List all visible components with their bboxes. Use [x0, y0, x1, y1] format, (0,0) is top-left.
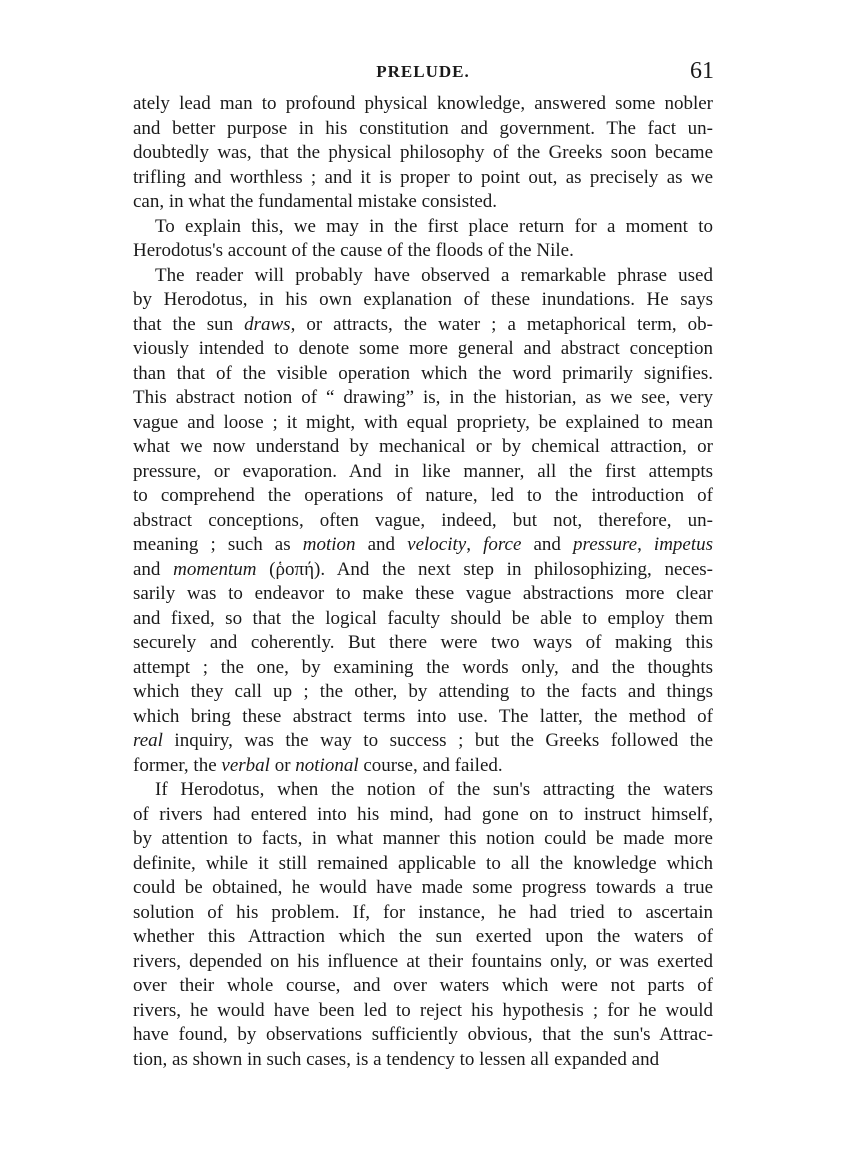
text-line: meaning ; such as motion and velocity, force and pressure, impetus [133, 534, 714, 555]
text-line: over their whole course, and over waters which were not parts of [133, 975, 713, 996]
text-line: and fixed, so that the logical faculty should be able to employ them [133, 607, 713, 629]
text-line: and better purpose in his constitution and government. The fact un- [133, 117, 713, 139]
page-number: 61 [690, 58, 714, 84]
text-line: securely and coherently. But there were two ways of making this [133, 632, 713, 653]
running-title: PRELUDE. [376, 62, 470, 81]
text-line: which they call up ; the other, by attending to the facts and things [133, 681, 713, 702]
text-line: what we now understand by mechanical or by chemical attraction, or [133, 436, 713, 457]
text-line: to comprehend the operations of nature, led to the introduction of [133, 485, 713, 506]
paragraph [133, 215, 713, 264]
text-line: doubtedly was, that the physical philosophy of the Greeks soon became [133, 142, 713, 163]
text-line: To explain this, we may in the first place return for a moment to [155, 215, 713, 237]
text-line: definite, while it still remained applicable to all the knowledge which [133, 852, 713, 874]
text-line: former, the verbal or notional course, and failed. [133, 754, 503, 776]
text-line: by attention to facts, in what manner this notion could be made more [133, 828, 713, 849]
text-line: real inquiry, was the way to success ; but the Greeks followed the [133, 730, 713, 751]
text-line: viously intended to denote some more general and abstract conception [133, 338, 713, 359]
text-line: could be obtained, he would have made some progress towards a true [133, 877, 713, 898]
text-line: and momentum (ῥοπή). And the next step in philosophizing, neces- [133, 558, 713, 580]
text-line: trifling and worthless ; and it is proper to point out, as precisely as we [133, 166, 713, 188]
text-line: This abstract notion of “ drawing” is, in the historian, as we see, very [133, 387, 713, 408]
text-line: The reader will probably have observed a remarkable phrase used [155, 264, 713, 286]
text-line: solution of his problem. If, for instance, he had tried to ascertain [133, 901, 713, 923]
text-line: If Herodotus, when the notion of the sun's attracting the waters [155, 779, 713, 800]
text-line: can, in what the fundamental mistake consisted. [133, 191, 498, 212]
text-line: sarily was to endeavor to make these vague abstractions more clear [133, 583, 713, 604]
text-line: rivers, depended on his influence at their fountains only, or was exerted [133, 950, 713, 972]
text-line: which bring these abstract terms into use. The latter, the method of [133, 705, 713, 727]
text-line: than that of the visible operation which the word primarily signifies. [133, 362, 713, 384]
paragraph [133, 778, 713, 1072]
paragraph [133, 264, 713, 779]
text-line: by Herodotus, in his own explanation of these inundations. He says [133, 289, 713, 310]
text-line: pressure, or evaporation. And in like manner, all the first attempts [133, 460, 713, 482]
text-line: rivers, he would have been led to reject his hypothesis ; for he would [133, 999, 713, 1021]
body-text [133, 92, 713, 1072]
text-line: of rivers had entered into his mind, had gone on to instruct himself, [133, 803, 713, 825]
running-head [132, 58, 714, 88]
text-line: have found, by observations sufficiently obvious, that the sun's Attrac- [133, 1024, 713, 1045]
text-line: attempt ; the one, by examining the words only, and the thoughts [133, 656, 713, 678]
text-line: Herodotus's account of the cause of the floods of the Nile. [133, 240, 574, 261]
text-line: whether this Attraction which the sun exerted upon the waters of [133, 926, 713, 947]
text-line: tion, as shown in such cases, is a tendency to lessen all expanded and [133, 1048, 660, 1070]
text-line: ately lead man to profound physical knowledge, answered some nobler [133, 93, 713, 114]
text-line: abstract conceptions, often vague, indeed, but not, therefore, un- [133, 509, 713, 531]
text-line: that the sun draws, or attracts, the water ; a metaphorical term, ob- [133, 313, 713, 335]
paragraph [133, 92, 713, 215]
text-line: vague and loose ; it might, with equal propriety, be explained to mean [133, 411, 713, 433]
